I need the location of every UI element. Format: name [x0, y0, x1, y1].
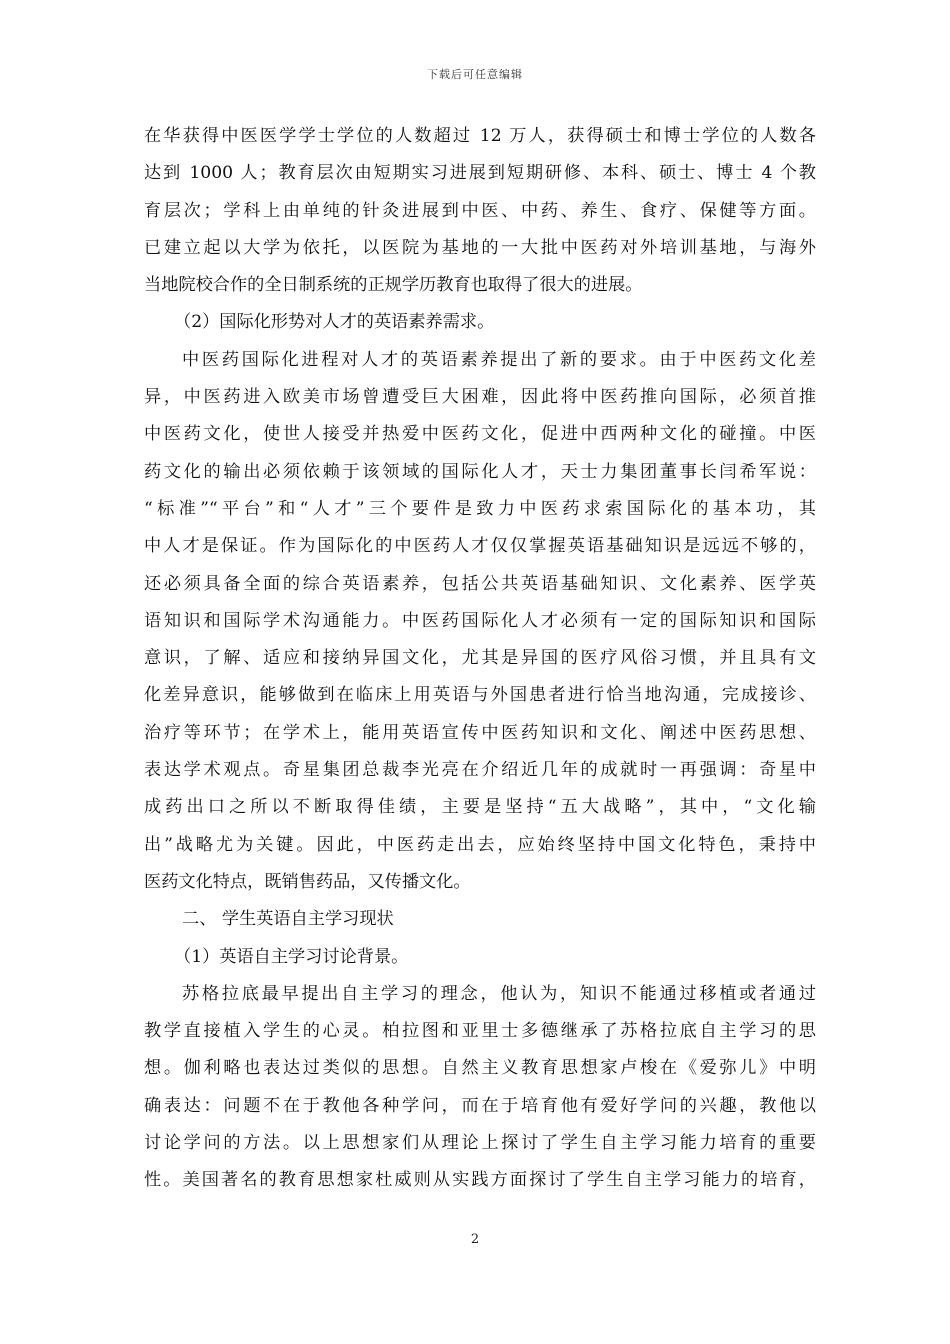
text-line: 表达学术观点。奇星集团总裁李光亮在介绍近几年的成就时一再强调：奇星中 [144, 760, 816, 781]
text-line: （1）英语自主学习讨论背景。 [174, 946, 409, 967]
text-line: 意识，了解、适应和接纳异国文化，尤其是异国的医疗风俗习惯，并且具有文 [144, 648, 816, 669]
text-line: “标准”“平台”和“人才”三个要件是致力中医药求索国际化的基本功，其 [144, 498, 816, 519]
text-line: 治疗等环节；在学术上，能用英语宣传中医药知识和文化、阐述中医药思想、 [144, 722, 816, 743]
text-line: 想。伽利略也表达过类似的思想。自然主义教育思想家卢梭在《爱弥儿》中明 [144, 1058, 816, 1079]
page-header [0, 66, 950, 82]
page-number: 2 [470, 1232, 480, 1247]
text-line: 中医药国际化进程对人才的英语素养提出了新的要求。由于中医药文化差 [182, 349, 816, 370]
text-line: 出”战略尤为关键。因此，中医药走出去，应始终坚持中国文化特色，秉持中 [144, 834, 816, 855]
document-body [144, 118, 816, 1200]
text-line: 成药出口之所以不断取得佳绩，主要是坚持“五大战略”，其中，“文化输 [144, 797, 816, 818]
text-line: 讨论学问的方法。以上思想家们从理论上探讨了学生自主学习能力培育的重要 [144, 1133, 816, 1154]
text-line: 二、 学生英语自主学习现状 [182, 909, 394, 930]
text-line: 中人才是保证。作为国际化的中医药人才仅仅掌握英语基础知识是远远不够的， [144, 536, 816, 557]
text-line: 达到 1000 人；教育层次由短期实习进展到短期研修、本科、硕士、博士 4 个教 [144, 163, 816, 184]
text-line: 化差异意识，能够做到在临床上用英语与外国患者进行恰当地沟通，完成接诊、 [144, 685, 816, 706]
text-line: 语知识和国际学术沟通能力。中医药国际化人才必须有一定的国际知识和国际 [144, 610, 816, 631]
text-line: 在华获得中医医学学士学位的人数超过 12 万人，获得硕士和博士学位的人数各 [144, 126, 816, 146]
text-line: 教学直接植入学生的心灵。柏拉图和亚里士多德继承了苏格拉底自主学习的思 [144, 1021, 816, 1042]
text-line: 药文化的输出必须依赖于该领域的国际化人才，天士力集团董事长闫希军说： [144, 461, 816, 482]
text-line: （2）国际化形势对人才的英语素养需求。 [174, 312, 495, 333]
header-text: 下载后可任意编辑 [427, 68, 523, 81]
text-line: 中医药文化，使世人接受并热爱中医药文化，促进中西两种文化的碰撞。中医 [144, 424, 816, 445]
text-line: 育层次；学科上由单纯的针灸进展到中医、中药、养生、食疗、保健等方面。 [144, 200, 816, 221]
text-line: 确表达：问题不在于教他各种学问，而在于培育他有爱好学问的兴趣，教他以 [144, 1095, 816, 1116]
text-line: 苏格拉底最早提出自主学习的理念，他认为，知识不能通过移植或者通过 [182, 983, 816, 1004]
text-line: 医药文化特点，既销售药品，又传播文化。 [144, 871, 471, 892]
text-line: 已建立起以大学为依托，以医院为基地的一大批中医药对外培训基地，与海外 [144, 237, 816, 258]
text-line: 性。美国著名的教育思想家杜威则从实践方面探讨了学生自主学习能力的培育， [144, 1170, 816, 1191]
text-line: 异，中医药进入欧美市场曾遭受巨大困难，因此将中医药推向国际，必须首推 [144, 387, 816, 408]
text-line: 当地院校合作的全日制系统的正规学历教育也取得了很大的进展。 [144, 275, 643, 296]
text-line: 还必须具备全面的综合英语素养，包括公共英语基础知识、文化素养、医学英 [144, 573, 816, 594]
